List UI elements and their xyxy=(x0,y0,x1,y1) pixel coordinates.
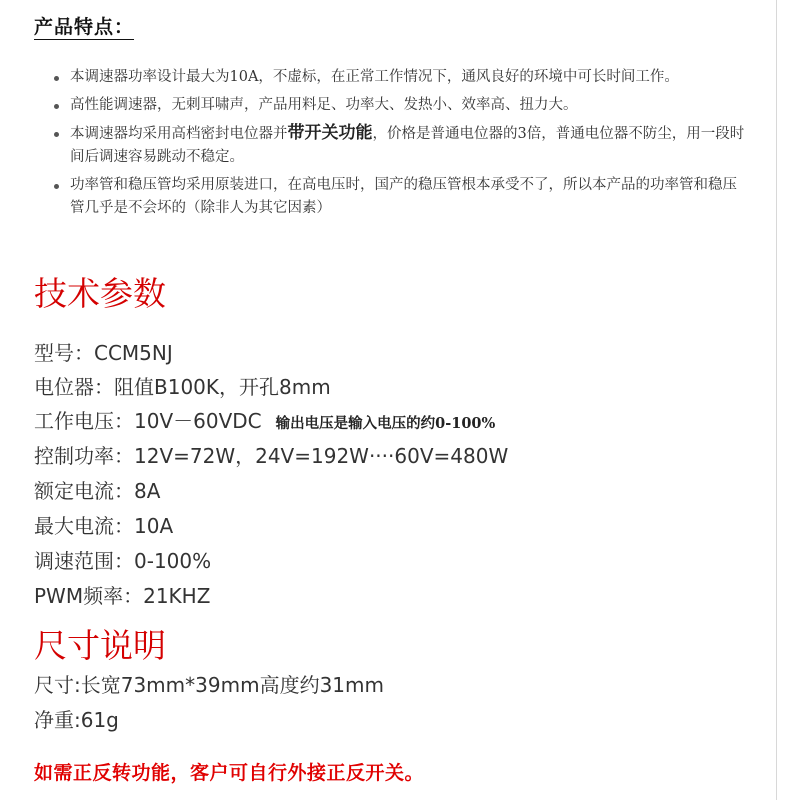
feature-text: 本调速器功率设计最大为10A，不虚标，在正常工作情况下，通风良好的环境中可长时间工作。 xyxy=(70,69,679,85)
spec-potentiometer: 电位器：阻值B100K，开孔8mm xyxy=(34,375,331,399)
size-section-title: 尺寸说明 xyxy=(34,626,166,665)
feature-text-post: ，价格是普通电位器的3倍，普通电位器不防尘，用一段时间后调速容易跳动不稳定。 xyxy=(70,126,745,165)
feature-text: 高性能调速器，无刺耳啸声，产品用料足、功率大、发热小、效率高、扭力大。 xyxy=(70,97,578,113)
spec-rated-current: 额定电流：8A xyxy=(34,479,161,503)
feature-item xyxy=(50,174,750,220)
feature-item xyxy=(50,94,750,117)
feature-highlight: 带开关功能 xyxy=(287,123,373,143)
feature-text-pre: 本调速器均采用高档密封电位器并 xyxy=(70,126,288,142)
feature-item xyxy=(50,66,750,89)
spec-model: 型号：CCM5NJ xyxy=(34,341,173,365)
right-divider-line xyxy=(776,0,777,800)
spec-voltage xyxy=(34,406,495,436)
features-title: 产品特点： xyxy=(34,16,135,38)
features-list xyxy=(50,66,750,225)
feature-item xyxy=(50,122,750,169)
spec-pwm-frequency: PWM频率：21KHZ xyxy=(34,584,211,608)
spec-voltage-text: 工作电压：10V－60VDC xyxy=(34,409,262,433)
spec-voltage-note: 输出电压是输入电压的约0-100% xyxy=(275,415,496,432)
tech-section-title: 技术参数 xyxy=(34,274,166,313)
size-weight: 净重:61g xyxy=(34,708,119,732)
spec-power: 控制功率：12V=72W，24V=192W····60V=480W xyxy=(34,444,509,468)
spec-speed-range: 调速范围：0-100% xyxy=(34,549,212,573)
size-dimensions: 尺寸:长宽73mm*39mm高度约31mm xyxy=(34,673,384,697)
footer-note: 如需正反转功能，客户可自行外接正反开关。 xyxy=(34,762,425,784)
feature-text: 功率管和稳压管均采用原装进口，在高电压时，国产的稳压管根本承受不了，所以本产品的功率管和稳压管几乎是不会坏的（除非人为其它因素） xyxy=(70,177,737,216)
spec-max-current: 最大电流：10A xyxy=(34,514,174,538)
